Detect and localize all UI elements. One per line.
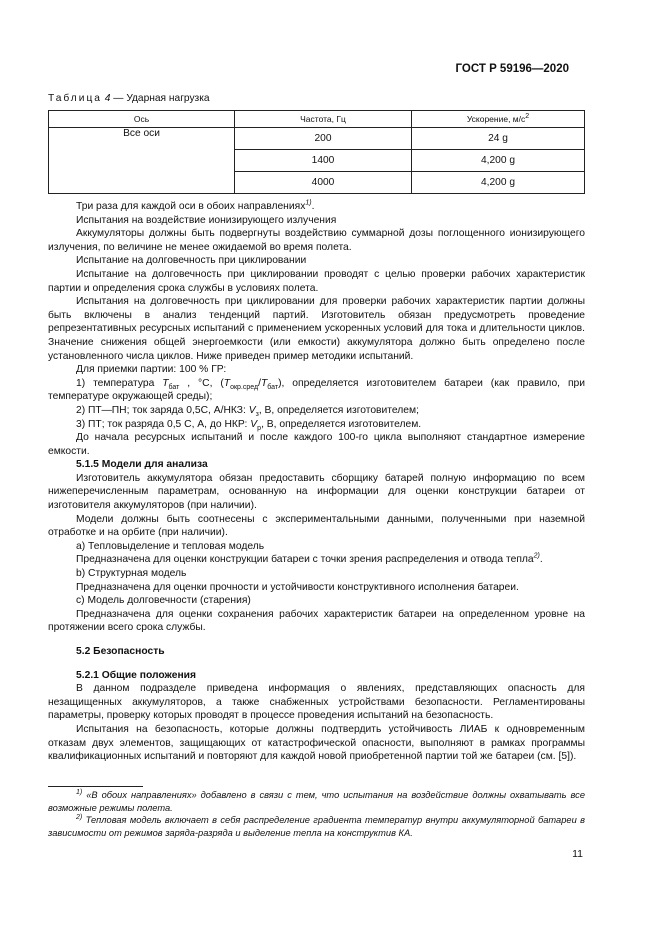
paragraph: Аккумуляторы должны быть подвергнуты воздействию суммарной дозы поглощенного ионизирующего излучения, по величине не менее ожидаемой во время полета.: [48, 228, 585, 253]
acceleration-cell: 4,200 g: [412, 172, 585, 194]
footnote-separator: [48, 786, 143, 787]
acceleration-cell: 24 g: [412, 128, 585, 150]
paragraph: Предназначена для оценки прочности и устойчивости конструктивного исполнения батареи.: [76, 581, 519, 593]
paragraph: Для приемки партии: 100 % ГР:: [76, 364, 227, 376]
column-header-acceleration: Ускорение, $м/с^2$: [412, 111, 585, 128]
shock-load-table: [48, 110, 585, 194]
standard-header: ГОСТ Р 59196—2020: [455, 63, 569, 75]
page-number: 11: [572, 848, 583, 860]
footnote-2: $^{2)}$ Тепловая модель включает в себя распределение градиента температур внутри аккумуляторной батареи в зависимости от режимов заряда-разряда и выделение тепла на конструктив КА.: [48, 813, 585, 838]
column-header-frequency: Частота, Гц: [235, 111, 412, 128]
paragraph: 1) температура $T_{бат}$ , °С, $(T_{окр.сред}/T_{бат})$, определяется изготовителем батареи (как правило, при температуре окружающей среды);: [48, 377, 585, 403]
paragraph: В данном подразделе приведена информация о явлениях, представляющих опасность для незащищенных аккумуляторов, а также снабженных устройствами безопасности. Регламентированы параметры, проверку которых проводят в процессе проведения испытаний на безопасность.: [48, 683, 585, 722]
paragraph: а) Тепловыделение и тепловая модель: [76, 540, 265, 552]
paragraph: До начала ресурсных испытаний и после каждого 100-го цикла выполняют стандартное измерение емкости.: [48, 432, 585, 457]
table-caption-prefix: Таблица: [48, 93, 102, 104]
paragraph: Испытание на долговечность при циклировании проводят с целью проверки рабочих характеристик партии и определения срока службы в условиях полета.: [48, 268, 585, 294]
paragraph: с) Модель долговечности (старения): [76, 595, 251, 607]
paragraph: 3) ПТ; ток разряда 0,5 С, А, до НКР: $V_р$, В, определяется изготовителем.: [76, 418, 422, 432]
column-header-axis: Ось: [49, 111, 235, 128]
acceleration-cell: 4,200 g: [412, 150, 585, 172]
table-caption-number: 4: [104, 93, 111, 104]
paragraph: Предназначена для оценки сохранения рабочих характеристик батареи на определенном уровне на протяжении всего срока службы.: [48, 608, 585, 634]
frequency-cell: 4000: [235, 172, 412, 194]
paragraph: Модели должны быть соотнесены с экспериментальными данными, полученными при наземной отработке и на орбите (при наличии).: [48, 513, 585, 539]
paragraph: Предназначена для оценки конструкции батареи с точки зрения распределения и отвода тепла$^{2)}$.: [76, 553, 543, 566]
footnote-1: $^{1)}$ «В обоих направлениях» добавлено в связи с тем, что испытания на воздействие должны охватывать все возможные режимы полета.: [48, 788, 585, 813]
table-row: [49, 128, 585, 150]
section-heading: 5.2 Безопасность: [76, 646, 165, 657]
table-header-row: [49, 111, 585, 128]
paragraph: Испытания на долговечность при циклировании для проверки рабочих характеристик партии должны быть включены в анализ тенденций партий. Изготовитель обязан предусмотреть проведение репрезентативных ресурсных испытаний с применением ускоренных условий для тока и длительности циклов. Значение снижения общей энергоемкости (или емкости) аккумулятора должно быть определено после установленного числа циклов. Ниже приведен пример методики испытаний.: [48, 296, 585, 362]
paragraph: b) Структурная модель: [76, 568, 187, 580]
paragraph: Испытания на воздействие ионизирующего излучения: [76, 214, 337, 226]
table-caption: [48, 93, 210, 104]
paragraph: 2) ПТ—ПН; ток заряда 0,5С, А/НКЗ: $V_з$, В, определяется изготовителем;: [76, 404, 419, 418]
document-body: [48, 200, 585, 764]
section-heading: 5.1.5 Модели для анализа: [76, 459, 208, 471]
paragraph: Изготовитель аккумулятора обязан предоставить сборщику батарей полную информацию по всем нижеперечисленным параметрам, основанную на информации для оценки конструкции батареи от изготовителя аккумуляторов (при наличии).: [48, 472, 585, 512]
paragraph: Испытание на долговечность при циклировании: [76, 255, 307, 267]
frequency-cell: 1400: [235, 150, 412, 172]
paragraph: Испытания на безопасность, которые должны подтвердить устойчивость ЛИАБ к одновременным отказам двух элементов, защищающих от катастрофической опасности, выполняют в рамках программы квалификационных испытаний и повторяют для каждой новой приобретенной партии той же батареи (см. [5]).: [48, 723, 585, 763]
section-heading: 5.2.1 Общие положения: [76, 669, 196, 681]
frequency-cell: 200: [235, 128, 412, 150]
paragraph: Три раза для каждой оси в обоих направлениях$^{1)}$.: [76, 199, 315, 212]
table-caption-title: — Ударная нагрузка: [110, 93, 210, 104]
axis-cell: Все оси: [49, 128, 235, 194]
